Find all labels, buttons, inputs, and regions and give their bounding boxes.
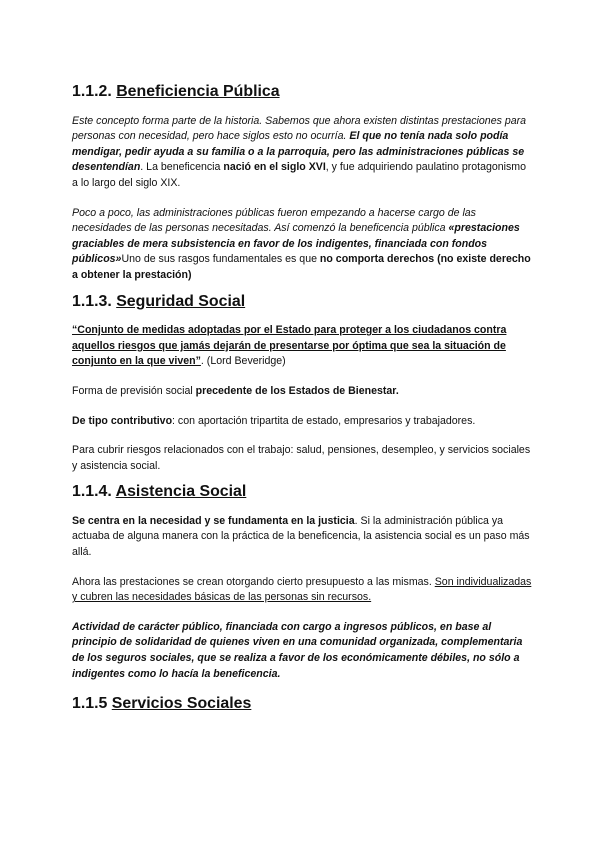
paragraph-riesgos-trabajo (72, 443, 532, 474)
section-number: 1.1.2. (72, 83, 112, 100)
quote-author: . (Lord Beveridge) (200, 355, 286, 368)
text-run-bold: nació en el siglo XVI (223, 161, 326, 174)
document-content (72, 84, 532, 712)
paragraph-actividad-publica (72, 620, 532, 682)
section-title: Servicios Sociales (111, 695, 252, 713)
text-run: : con aportación tripartita de estado, empresarios y trabajadores. (172, 414, 476, 427)
quote-text: “Conjunto de medidas adoptadas por el Estado para proteger a los ciudadanos contra aquellos riesgos que jamás dejarán de presentarse por óptima que sea la situación de conjunto en la que viven” (72, 324, 507, 368)
paragraph-prestaciones (72, 575, 532, 606)
text-run-bold: Se centra en la necesidad y se fundamenta en la justicia (72, 514, 355, 527)
text-run-bold: no comporta derechos (no existe derecho a obtener la prestación) (72, 253, 531, 281)
section-number: 1.1.3. (72, 292, 112, 310)
text-run: . La beneficencia (140, 161, 224, 174)
text-run-bold-italic: El que no tenía nada solo podía mendigar, pedir ayuda a su familia o a la parroquia, pero las administraciones públicas se desentendían (72, 130, 525, 174)
paragraph-beneficencia-intro (72, 114, 532, 192)
paragraph-beveridge-quote (72, 323, 532, 370)
text-run: Este concepto forma parte de la historia. Sabemos que ahora existen distintas prestaciones para personas con necesidad, pero hace siglos esto no ocurría. (72, 114, 527, 143)
text-run: . Si la administración pública ya actuaba de alguna manera con la práctica de la beneficencia, la asistencia social es un paso más allá. (72, 514, 530, 559)
text-run-bold: De tipo contributivo (72, 414, 173, 427)
text-run-underlined: Son individualizadas y cubren las necesidades básicas de las personas sin recursos. (72, 575, 532, 604)
text-run: Poco a poco, las administraciones públicas fueron empezando a hacerse cargo de las necesidades de las personas necesitadas. Así comenzó la beneficencia pública (72, 206, 476, 235)
text-run: Ahora las prestaciones se crean otorgando cierto presupuesto a las mismas. (72, 575, 435, 588)
paragraph-tipo-contributivo (72, 414, 532, 430)
text-run-bold-italic: «prestaciones graciables de mera subsistencia en favor de los indigentes, financiada con fondos públicos» (72, 222, 520, 266)
text-run-bold: precedente de los Estados de Bienestar. (195, 384, 399, 397)
section-heading-1-1-2 (72, 84, 532, 100)
section-heading-1-1-4 (72, 484, 532, 500)
text-run: Forma de previsión social (72, 384, 196, 397)
section-heading-1-1-5 (72, 696, 532, 712)
text-run: Uno de sus rasgos fundamentales es que (121, 253, 320, 266)
section-title: Seguridad Social (116, 292, 246, 310)
section-number: 1.1.5 (72, 695, 108, 713)
text-run: , y fue adquiriendo paulatino protagonismo a lo largo del siglo XIX. (72, 161, 527, 189)
section-heading-1-1-3 (72, 294, 532, 310)
paragraph-beneficencia-publica (72, 206, 532, 284)
section-title: Asistencia Social (115, 483, 247, 501)
section-number: 1.1.4. (72, 483, 112, 501)
section-title: Beneficiencia Pública (116, 83, 280, 100)
text-run: Para cubrir riesgos relacionados con el trabajo: salud, pensiones, desempleo, y servicios sociales y asistencia social. (72, 444, 531, 472)
paragraph-necesidad-justicia (72, 514, 532, 561)
paragraph-prevision-social (72, 384, 532, 400)
text-run-bold-italic: Actividad de carácter público, financiada con cargo a ingresos públicos, en base al principio de solidaridad de quienes viven en una comunidad organizada, complementaria de los seguros sociales, que se realiza a favor de los económicamente débiles, no sólo a indigentes como lo hacía la beneficencia. (72, 620, 523, 680)
